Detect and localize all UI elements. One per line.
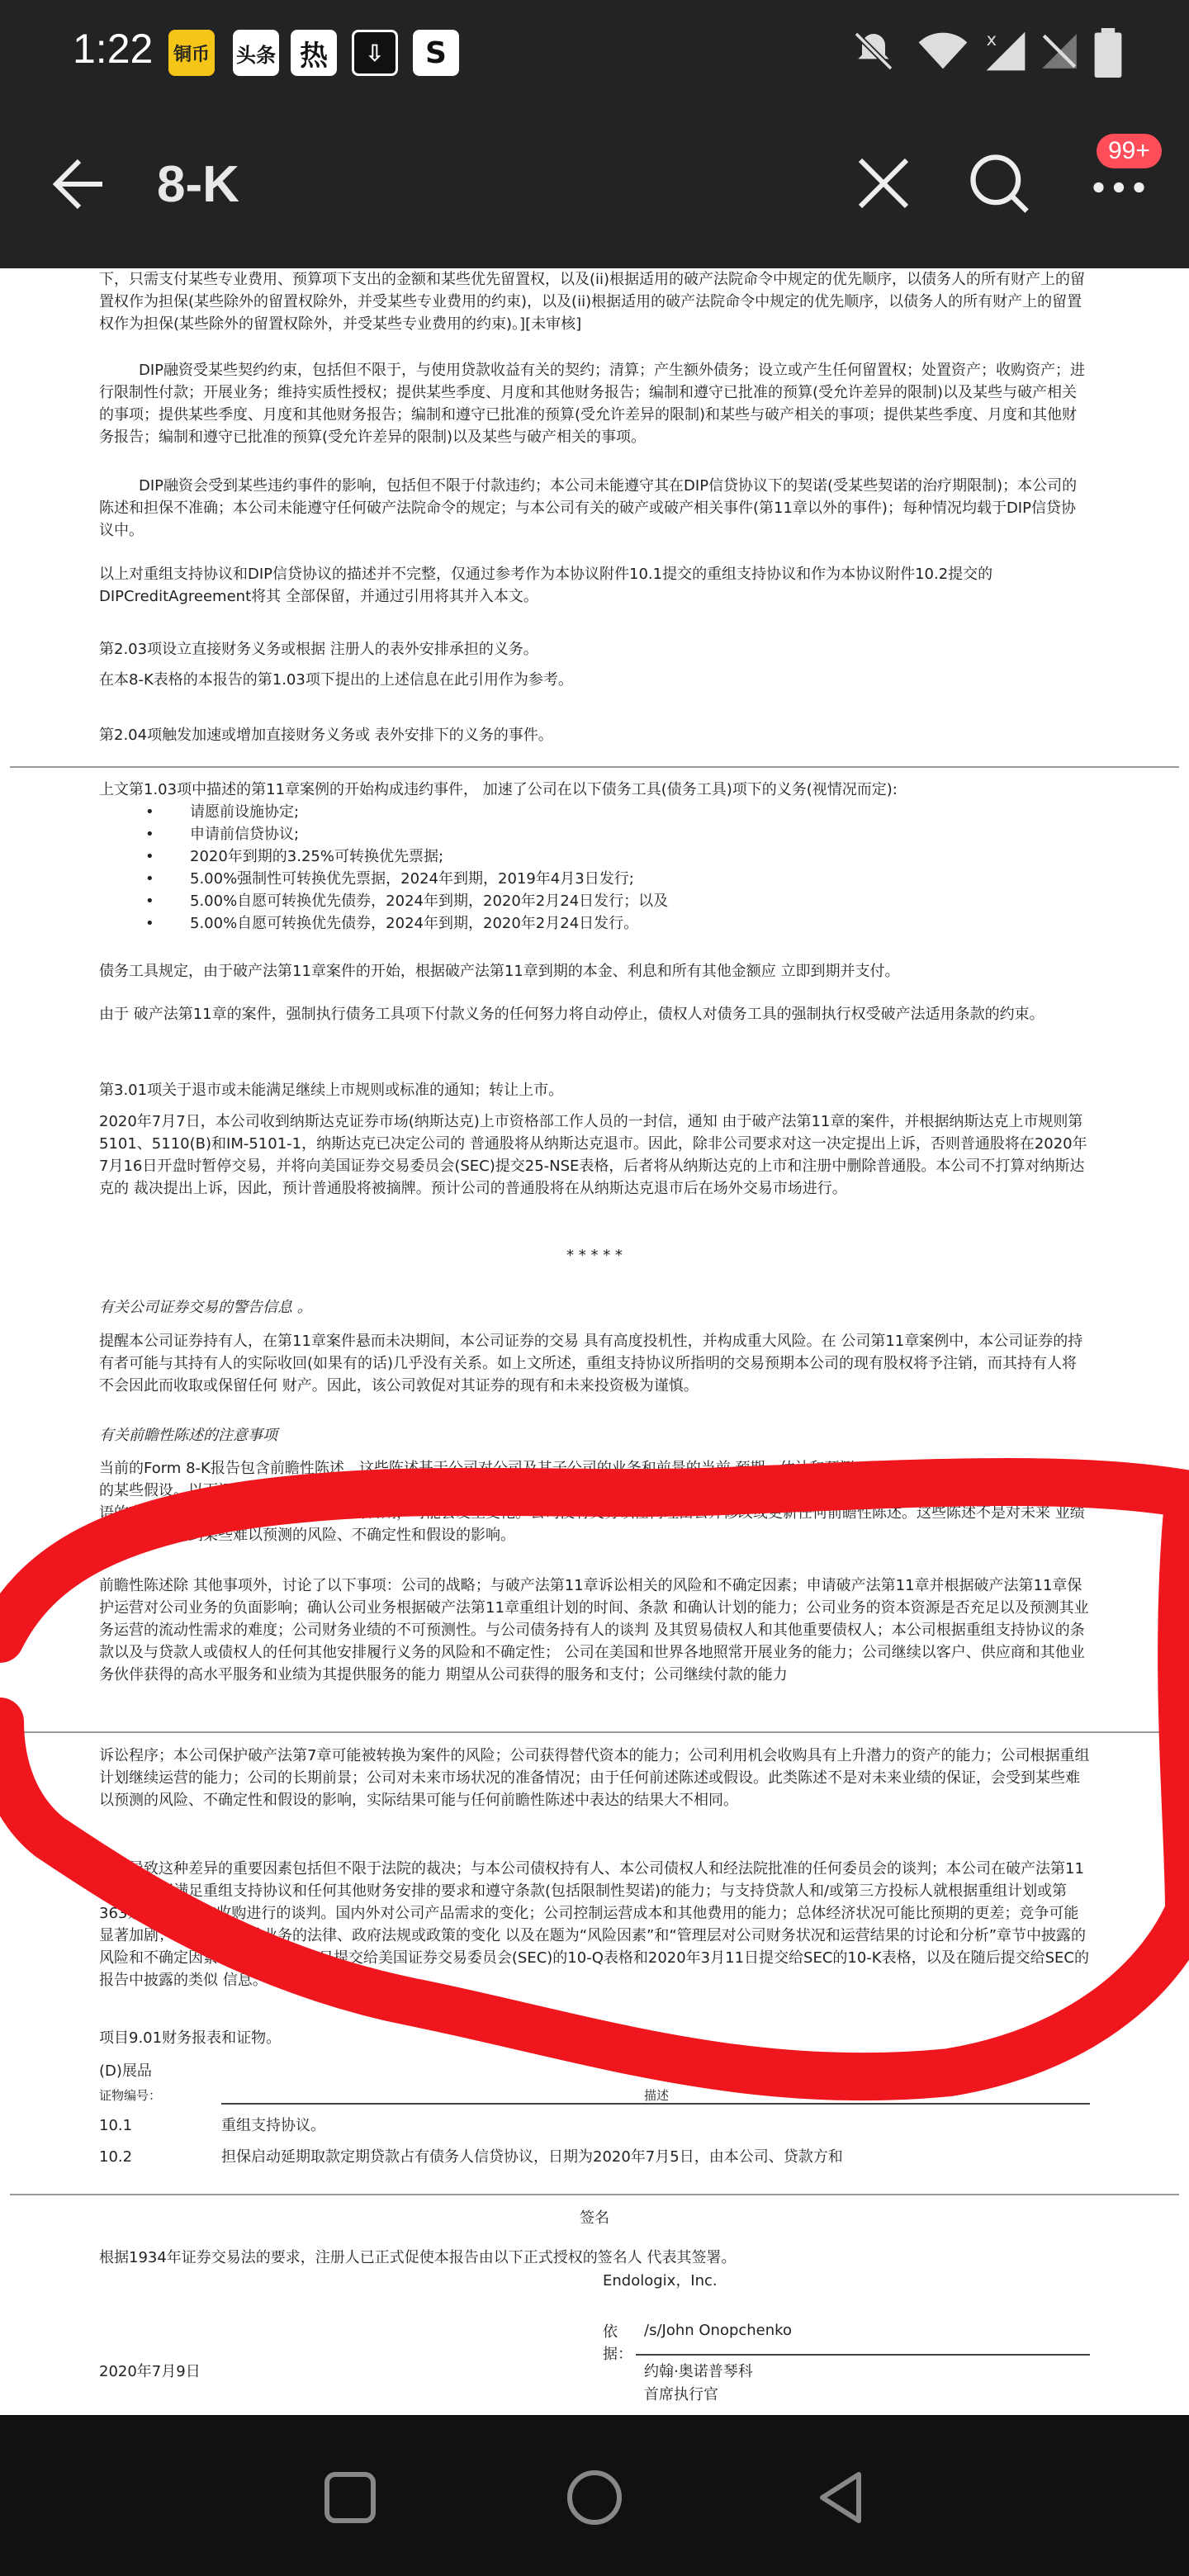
paragraph: 以上对重组支持协议和DIP信贷协议的描述并不完整，仅通过参考作为本协议附件10.1提交的重组支持协议和作为本协议附件10.2提交的DIPCreditAgreement将其 全部保留，并通过引用将其并入本文。 (99, 566, 993, 605)
bell-off-icon (850, 28, 897, 74)
svg-text:x: x (986, 30, 997, 50)
paragraph: 前瞻性陈述除 其他事项外，讨论了以下事项：公司的战略；与破产法第11章诉讼相关的风险和不确定因素；申请破产法第11章并根据破产法第11章保护运营对公司业务的负面影响；确认公司业务根据破产法第11章重组计划的时间、条款 和确认计划的能力；公司业务的资本资源是否充足以及预测其业务运营的流动性需求的难度；公司财务业绩的不可预测性。与公司债务持有人的谈判 及其贸易债权人和其他重要债权人；本公司根据重组支持协议的条款以及与贷款人或债权人的任何其他安排履行义务的风险和不确定性； 公司在美国和世界各地照常开展业务的能力；公司继续以客户、供应商和其他业务伙伴获得的高水平服务和业绩为其提供服务的能力 期望从公司获得的服务和支付；公司继续付款的能力 (99, 1577, 1089, 1683)
signer-name: 约翰·奥诺普琴科 (644, 2363, 753, 2380)
page-divider (10, 1731, 1179, 1733)
app-bar (0, 107, 1189, 268)
close-icon[interactable] (850, 150, 917, 216)
list-item: • 5.00%自愿可转换优先债券，2024年到期，2020年2月24日发行。 (145, 912, 806, 935)
list-item: • 5.00%自愿可转换优先债券，2024年到期，2020年2月24日发行；以及 (145, 890, 806, 912)
column-header: 描述 (644, 2088, 670, 2103)
section-heading: 第2.03项设立直接财务义务或根据 注册人的表外安排承担的义务。 (99, 641, 538, 658)
no-signal-icon (983, 28, 1029, 74)
page-divider (10, 2194, 1179, 2195)
company-name: Endologix，Inc. (603, 2272, 718, 2290)
paragraph: 诉讼程序；本公司保护破产法第7章可能被转换为案件的风险；公司获得替代资本的能力；公司利用机会收购具有上升潜力的资产的能力；公司根据重组计划继续运营的能力；公司的长期前景；公司对未来市场状况的准备情况；由于任何前述陈述或假设。此类陈述不是对未来业绩的保证，会受到某些难以预测的风险、不确定性和假设的影响，实际结果可能与任何前瞻性陈述中表达的结果大不相同。 (99, 1747, 1090, 1809)
home-button[interactable] (561, 2465, 628, 2531)
table-rule (221, 2103, 1090, 2105)
paragraph: DIP融资会受到某些违约事件的影响，包括但不限于付款违约；本公司未能遵守其在DIP信贷协议下的契诺(受某些契诺的治疗期限制)；本公司的陈述和担保不准确；本公司未能遵守任何破产法院命令的规定；与本公司有关的破产或破产相关事件(第11章以外的事件)；每种情况均载于DIP信贷协议中。 (99, 477, 1078, 539)
section-separator: * * * * * (566, 1247, 623, 1264)
paragraph: 提醒本公司证券持有人，在第11章案件悬而未决期间，本公司证券的交易 具有高度投机性，并构成重大风险。在 公司第11章案例中，本公司证券的持有者可能与其持有人的实际收回(如果有的话)几乎没有关系。如上文所述，重组支持协议所指明的交易预期本公司的现有股权将予注销，而其持有人将不会因此而收取或保留任何 财产。因此，该公司敦促对其证券的现有和未来投资极为谨慎。 (99, 1333, 1083, 1395)
search-icon[interactable] (964, 149, 1034, 218)
notification-icon: S (413, 30, 459, 76)
back-arrow-icon[interactable] (43, 147, 109, 221)
clock: 1:22 (73, 26, 154, 72)
sim-icon (1039, 28, 1080, 74)
section-heading: 第2.04项触发加速或增加直接财务义务或 表外安排下的义务的事件。 (99, 727, 553, 744)
page-title: 8-K (157, 156, 239, 213)
document-viewer[interactable] (0, 268, 1189, 2415)
back-button[interactable] (809, 2465, 875, 2531)
column-header: 证物编号： (99, 2088, 162, 2103)
wifi-icon (917, 28, 969, 74)
notification-icon: 热 (291, 30, 337, 76)
section-heading: 项目9.01财务报表和证物。 (99, 2029, 282, 2047)
table-row (99, 2114, 1090, 2137)
page-divider (10, 766, 1179, 768)
paragraph: 由于 破产法第11章的案件，强制执行债务工具项下付款义务的任何努力将自动停止，债权人对债务工具的强制执行权受破产法适用条款的约束。 (99, 1006, 1045, 1023)
paragraph: 2020年7月7日，本公司收到纳斯达克证券市场(纳斯达克)上市资格部工作人员的一封信，通知 由于破产法第11章的案件，并根据纳斯达克上市规则第5101、5110(B)和IM-5101-1，纳斯达克已决定公司的 普通股将从纳斯达克退市。因此，除非公司要求对这一决定提出上诉，否则普通股将在2020年7月16日开盘时暂停交易，并将向美国证券交易委员会(SEC)提交25-NSE表格，后者将从纳斯达克的上市和注册中删除普通股。本公司不打算对纳斯达克的 裁决提出上诉，因此，预计普通股将被摘牌。预计公司的普通股将在从纳斯达克退市后在场外交易市场进行。 (99, 1113, 1087, 1197)
exhibit-description: 担保启动延期取款定期贷款占有债务人信贷协议，日期为2020年7月5日，由本公司、贷款方和 (221, 2148, 843, 2166)
signer-title: 首席执行官 (644, 2386, 718, 2403)
list-item: • 2020年到期的3.25%可转换优先票据; (145, 845, 806, 868)
paragraph: 下，只需支付某些专业费用、预算项下支出的金额和某些优先留置权，以及(ii)根据适用的破产法院命令中规定的优先顺序，以债务人的所有财产上的留置权作为担保(某些除外的留置权除外，并受某些专业费用的约束)，以及(ii)根据适用的破产法院命令中规定的优先顺序，以债务人的所有财产上的留置权作为担保(某些除外的留置权除外，并受某些专业费用的约束)。][未审核] (99, 271, 1086, 333)
section-heading: 有关公司证券交易的警告信息 。 (99, 1299, 312, 1316)
by-label: 依据： (603, 2323, 632, 2363)
list-item: • 请愿前设施协定; (145, 801, 806, 823)
paragraph: 上文第1.03项中描述的第11章案例的开始构成违约事件， 加速了公司在以下债务工具(债务工具)项下的义务(视情况而定): (99, 781, 898, 798)
paragraph: 根据1934年证券交易法的要求，注册人已正式促使本报告由以下正式授权的签名人 代表其签署。 (99, 2249, 737, 2266)
paragraph: 当前的Form 8-K报告包含前瞻性陈述，这些陈述基于公司对公司及其子公司的业务和前景的当前 预期、估计和预测，以及管理层的信念和管理层做出的某些假设。以下词语旨在识别前瞻性的 陈述，如：预期、？预期、？意图、？计划、？相信、？寻求、？估计、？可能、？应该、？将？以及这些词语的变体。此类陈述仅说明截至本声明的日期，可能会发生变化。公司没有义务以任何理由公开修改或更新任何前瞻性陈述。这些陈述不是对未来 业绩的保证，会受到某些难以预测的风险、不确定性和假设的影响。 (99, 1460, 1085, 1544)
signature-line (636, 2354, 1090, 2356)
exhibit-description: 重组支持协议。 (221, 2117, 325, 2134)
paragraph: 可能导致这种差异的重要因素包括但不限于法院的裁决；与本公司债权持有人、本公司债权人和经法院批准的任何委员会的谈判；本公司在破产法第11章诉讼期间满足重组支持协议和任何其他财务安排的要求和遵守条款(包括限制性契诺)的能力；与支持贷款人和/或第三方投标人就根据重组计划或第363条进行的潜在收购进行的谈判。国内外对公司产品需求的变化；公司控制运营成本和其他费用的能力；总体经济状况可能比预期的更差；竞争可能显著加剧；影响公司当前业务的法律、政府法规或政策的变化 以及在题为“风险因素”和“管理层对公司财务状况和运营结果的讨论和分析”章节中披露的风险和不确定因素 2020年5月27日提交给美国证券交易委员会(SEC)的10-Q表格和2020年3月11日提交给SEC的10-K表格，以及在随后提交给SEC的报告中披露的类似 信息。 (99, 1860, 1089, 1989)
section-heading: 有关前瞻性陈述的注意事项 (99, 1427, 277, 1444)
more-options-icon[interactable] (1090, 175, 1148, 200)
exhibit-number: 10.1 (99, 2117, 133, 2134)
notification-icon: ⇩ (352, 30, 398, 76)
notification-badge: 99+ (1097, 134, 1162, 168)
signatures-heading: 签名 (580, 2209, 609, 2227)
signature: /s/John Onopchenko (644, 2322, 792, 2339)
notification-icon: 头条 (233, 30, 279, 76)
exhibits-label: (D)展品 (99, 2062, 152, 2080)
paragraph: 在本8-K表格的本报告的第1.03项下提出的上述信息在此引用作为参考。 (99, 671, 573, 689)
paragraph: 债务工具规定，由于破产法第11章案件的开始，根据破产法第11章到期的本金、利息和所有其他金额应 立即到期并支付。 (99, 963, 900, 980)
exhibit-number: 10.2 (99, 2148, 133, 2166)
table-row (99, 2146, 1090, 2168)
notification-icon: 铜币 (168, 30, 215, 76)
navigation-bar (0, 2415, 1189, 2576)
recents-button[interactable] (317, 2465, 383, 2531)
status-bar (0, 0, 1189, 107)
list-item: • 申请前信贷协议; (145, 823, 806, 845)
battery-icon (1092, 28, 1125, 78)
list-item: • 5.00%强制性可转换优先票据，2024年到期，2019年4月3日发行; (145, 868, 806, 890)
paragraph: DIP融资受某些契约约束，包括但不限于，与使用贷款收益有关的契约；清算；产生额外债务；设立或产生任何留置权；处置资产；收购资产；进行限制性付款；开展业务；维持实质性授权；提供某些季度、月度和其他财务报告；编制和遵守已批准的预算(受允许差异的限制)以及某些与破产相关的事项；提供某些季度、月度和其他财务报告；编制和遵守已批准的预算(受允许差异的限制)和某些与破产相关的事项；提供某些季度、月度和其他财务报告；编制和遵守已批准的预算(受允许差异的限制)以及某些与破产相关的事项。 (99, 362, 1086, 446)
date: 2020年7月9日 (99, 2363, 201, 2380)
section-heading: 第3.01项关于退市或未能满足继续上市规则或标准的通知；转让上市。 (99, 1082, 564, 1099)
debt-instruments-list (145, 801, 806, 935)
